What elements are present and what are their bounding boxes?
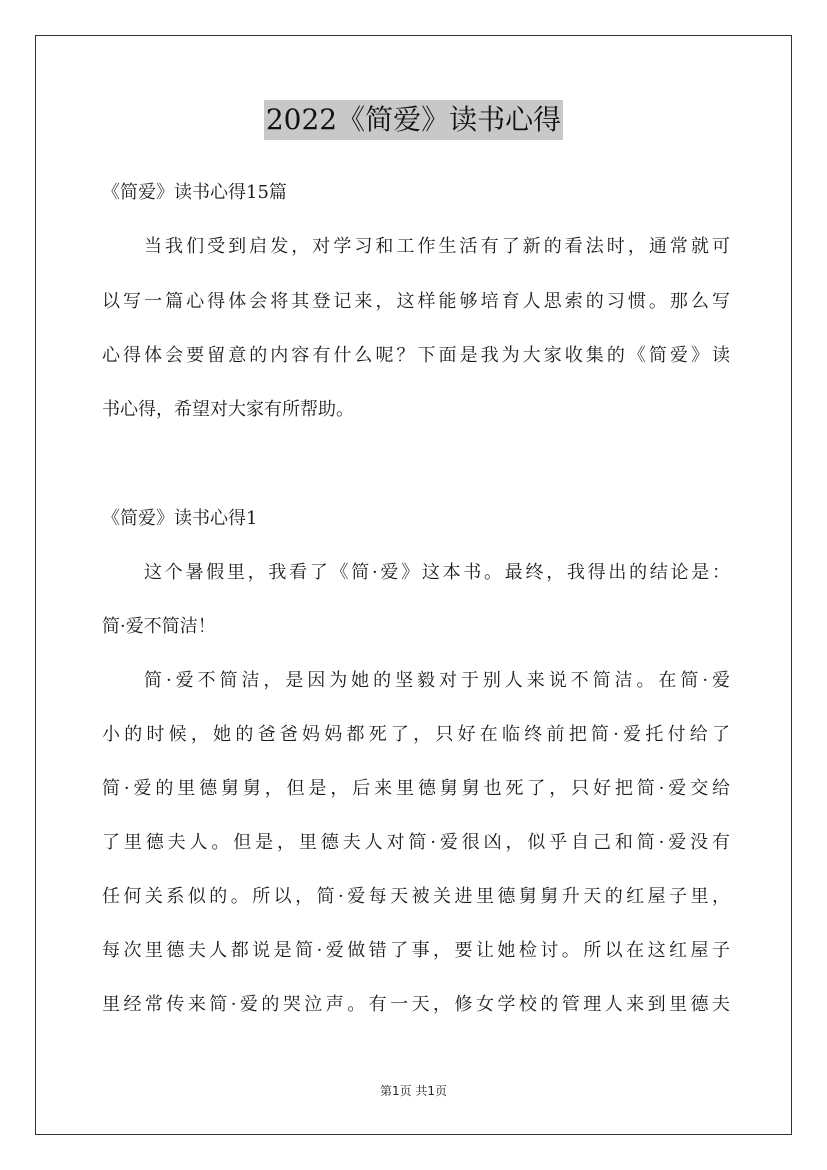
- para2-line-3: 简·爱的里德舅舅，但是，后来里德舅舅也死了，只好把简·爱交给: [102, 778, 730, 799]
- intro-line-3: 心得体会要留意的内容有什么呢？下面是我为大家收集的《简爱》读: [102, 345, 730, 366]
- para2-line-7: 里经常传来简·爱的哭泣声。有一天，修女学校的管理人来到里德夫: [102, 994, 730, 1015]
- para2-line-5: 任何关系似的。所以，简·爱每天被关进里德舅舅升天的红屋子里，: [102, 886, 730, 907]
- intro-line-1: 当我们受到启发，对学习和工作生活有了新的看法时，通常就可: [144, 236, 730, 257]
- intro-line-2: 以写一篇心得体会将其登记来，这样能够培育人思索的习惯。那么写: [102, 291, 730, 312]
- para2-line-2: 小的时候，她的爸爸妈妈都死了，只好在临终前把简·爱托付给了: [102, 724, 730, 745]
- page-footer: 第1页 共1页: [379, 1084, 448, 1098]
- title-container: [0, 100, 827, 140]
- section-heading-1: 《简爱》读书心得1: [102, 508, 258, 529]
- intro-line-4: 书心得，希望对大家有所帮助。: [102, 399, 354, 420]
- document-title: 2022《简爱》读书心得: [264, 100, 563, 140]
- para2-line-4: 了里德夫人。但是，里德夫人对简·爱很凶，似乎自己和简·爱没有: [102, 832, 730, 853]
- para2-line-1: 简·爱不简洁，是因为她的坚毅对于别人来说不简洁。在简·爱: [144, 670, 730, 691]
- para2-line-6: 每次里德夫人都说是简·爱做错了事，要让她检讨。所以在这红屋子: [102, 940, 730, 961]
- para1-line-1: 这个暑假里，我看了《简·爱》这本书。最终，我得出的结论是：: [144, 562, 730, 583]
- para1-line-2: 简·爱不简洁！: [102, 616, 216, 637]
- subtitle: 《简爱》读书心得15篇: [102, 182, 287, 203]
